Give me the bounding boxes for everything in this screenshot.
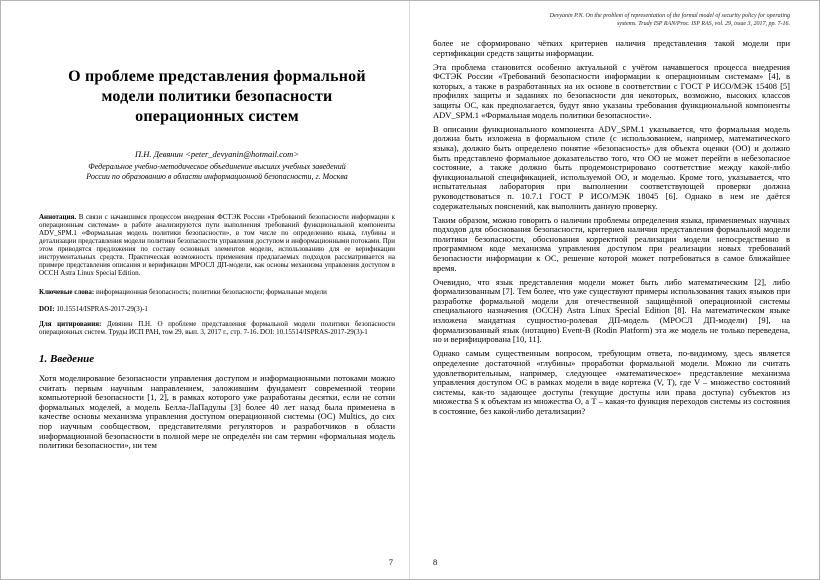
doi-value: 10.15514/ISPRAS-2017-29(3)-1 [56,305,148,313]
keywords [39,288,395,296]
author-line: П.Н. Девянин <peter_devyanin@hotmail.com> [134,149,300,159]
body-paragraph: Таким образом, можно говорить о наличии проблемы определения языка, применяемых научных подходов для обоснования безопасности, критериев наличия представления формальной модели политики безопасности, обоснования корректной реализации модели непосредственно в программном коде механизма управления доступом при реализации новых требований безопасности информации к ОС, решение которой может потребоваться в самое ближайшее время. [433,214,790,273]
body-paragraph: Эта проблема становится особенно актуальной с учётом начавшегося процесса внедрения ФСТЭК России «Требований безопасности информации к операционным системам» [4], в которых, а также в разработанных на их основе в соответствии с ГОСТ Р ИСО/МЭК 15408 [5] профилях защиты и заданиях по безопасности для некоторых, возможно, высоких классов защиты ОС, как предполагается, будут явно указаны требования функциональной компоненты ADV_SPM.1 «Формальная модель политики безопасности». [433,61,790,120]
citation [39,320,395,336]
doi-line [39,305,395,313]
paper-title-line: О проблеме представления формальной [68,68,366,85]
citation-text: Девянин П.Н. О проблеме представления формальной модели политики безопасности операционных систем. Труды ИСП РАН, том 29, вып. 3, 2017 г., стр. 7-16. DOI: 10.15514/ISPRAS-2017-29(3)-1 [39,320,395,336]
affiliation-line: Федеральное учебно-методическое объединение высших учебных заведений [88,162,346,171]
citation-label: Для цитирования: [39,320,102,328]
running-header: Devyanin P.N. On the problem of representation of the formal model of security policy for operating systems. Trudy ISP RAN/Proc. ISP RAS, vol. 29, issue 3, 2017, pp. 7-16. [549,13,790,27]
page-number-7: 7 [388,557,393,567]
body-paragraph: Однако самым существенным вопросом, требующим ответа, по-видимому, здесь является определение достаточной «глубины» проработки формальной модели. Можно ли считать удовлетворительным, например, следующее «математическое» представление механизма управления доступом ОС в рамках модели в виде кортежа (V, T), где V – множество состояний системы, как-то задающее доступы (текущие доступы или права доступа) субъектов из множества S к объектам из множества O, а T – какая-то функция переходов системы из состояния в состояние, без какой-либо детализации? [433,348,790,416]
body-paragraph: более не сформировано чётких критериев наличия представления такой модели при сертификации средств защиты информации. [433,38,790,58]
page-7 [1,1,410,579]
page-8 [411,1,820,579]
paper-title [39,67,395,127]
keywords-text: информационная безопасность; политики безопасности; формальные модели [95,288,327,296]
keywords-label: Ключевые слова: [39,288,95,296]
body-paragraph: Очевидно, что язык представления модели может быть либо математическим [2], либо формализованным [7]. Тем более, что уже существуют примеры использования таких языков при разработке формальной модели для отечественной защищённой операционной системы специального назначения (ОССН) Astra Linux Special Edition [8]. На математическом языке изложена мандатная сущностно-ролевая ДП-модель (МРОСЛ ДП-модели) [9], на формализованный язык (нотацию) Event-B (Rodin Platform) эта же модель не только переведена, но и верифицирована [10, 11]. [433,276,790,345]
paper-title-line: операционных систем [135,108,299,125]
abstract-label: Аннотация. [39,213,77,221]
affiliation-line: России по образованию в области информационной безопасности, г. Москва [86,172,348,181]
section-heading-introduction: 1. Введение [39,353,95,365]
paper-title-line: модели политики безопасности [101,88,333,105]
doi-label: DOI: [39,305,55,313]
introduction-paragraph: Хотя моделирование безопасности управления доступом и информационными потоками можно считать первым научным направлением, заложившим фундамент современной теории компьютерной безопасности [1, 2], в рамках которого уже разработаны десятки, если не сотни формальных моделей, а модель Белла-ЛаПадулы [3] более 40 лет назад была применена в качестве основы механизма управления доступом операционной системы (ОС) Multics, до сих пор научным сообществом, представителями регуляторов и разработчиков в области информационной безопасности в полной мере не определён ни сам термин «формальная модель политики безопасности», ни тем [39,373,395,451]
body-paragraph: В описании функционального компонента ADV_SPM.1 указывается, что формальная модель должна быть изложена в формальном стиле (с использованием, например, математического языка), должно быть определено понятие «безопасность» для объекта оценки (ОО) и должно быть представлено формальное доказательство того, что ОО не может перейти в небезопасное состояние, а также должно быть продемонстрировано соответствие между какой-либо функциональной спецификацией, используемой ОО, и моделью. Кроме того, указывается, что испытательная лаборатория при выполнении соответствующей проверки должна руководствоваться п. 10.7.1 ГОСТ Р ИСО/МЭК 18045 [6]. Однако в нем не даётся содержательных пояснений, как выполнить данную проверку. [433,123,790,211]
page-number-8: 8 [433,557,438,567]
abstract [39,213,395,277]
abstract-text: В связи с начавшимся процессом внедрения ФСТЭК России «Требований безопасности информации к операционным системам» в работе анализируются пути выполнения требований функциональной компоненты ADV_SPM.1 «Формальная модель политики безопасности», в том числе по определению языка, глубины и детализации представления модели политики безопасности управления доступом и информационными потоками. При этом приводятся предложения по составу основных элементов модели, использованию для ее верификации инструментальных средств. Практическая возможность применения предлагаемых подходов рассматривается на примере представления описания и верификации МРОСЛ ДП-модели, как основы механизма управления доступом в ОССН Astra Linux Special Edition. [39,213,395,277]
affiliation [39,162,395,182]
